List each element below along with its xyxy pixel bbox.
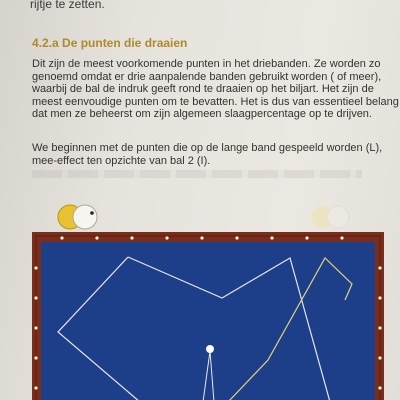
object-ball-icon [73,205,97,229]
paragraph-line: meest eenvoudige punten om te bevatten. Het is dus van essentieel belang [32,95,399,108]
legend-balls-right [311,206,349,228]
section-heading: 4.2.a De punten die draaien [32,36,188,50]
paragraph-line: We beginnen met de punten die op de lange band gespeeld worden (L), [32,142,383,154]
paragraph-line: dat men ze beheerst om zijn algemeen slaagpercentage op te drijven. [32,108,372,121]
ball-marker-dot [90,211,94,215]
table-cloth [41,242,375,400]
paragraph-line: genoemd omdat er drie aanpalende banden gebruikt worden ( of meer), [32,70,382,83]
paragraph-line: Dit zijn de meest voorkomende punten in het driebanden. Ze worden zo [32,58,381,70]
paragraph-line: waarbij de bal de indruk geeft rond te draaien op het biljart. Het zijn de [32,83,374,96]
faded-ball-icon [327,206,349,228]
object-ball [206,345,214,353]
previous-text-fragment: rijtje te zetten. [30,0,105,11]
legend-balls-left [58,205,97,229]
paragraph-line: mee-effect ten opzichte van bal 2 (I). [32,154,211,167]
